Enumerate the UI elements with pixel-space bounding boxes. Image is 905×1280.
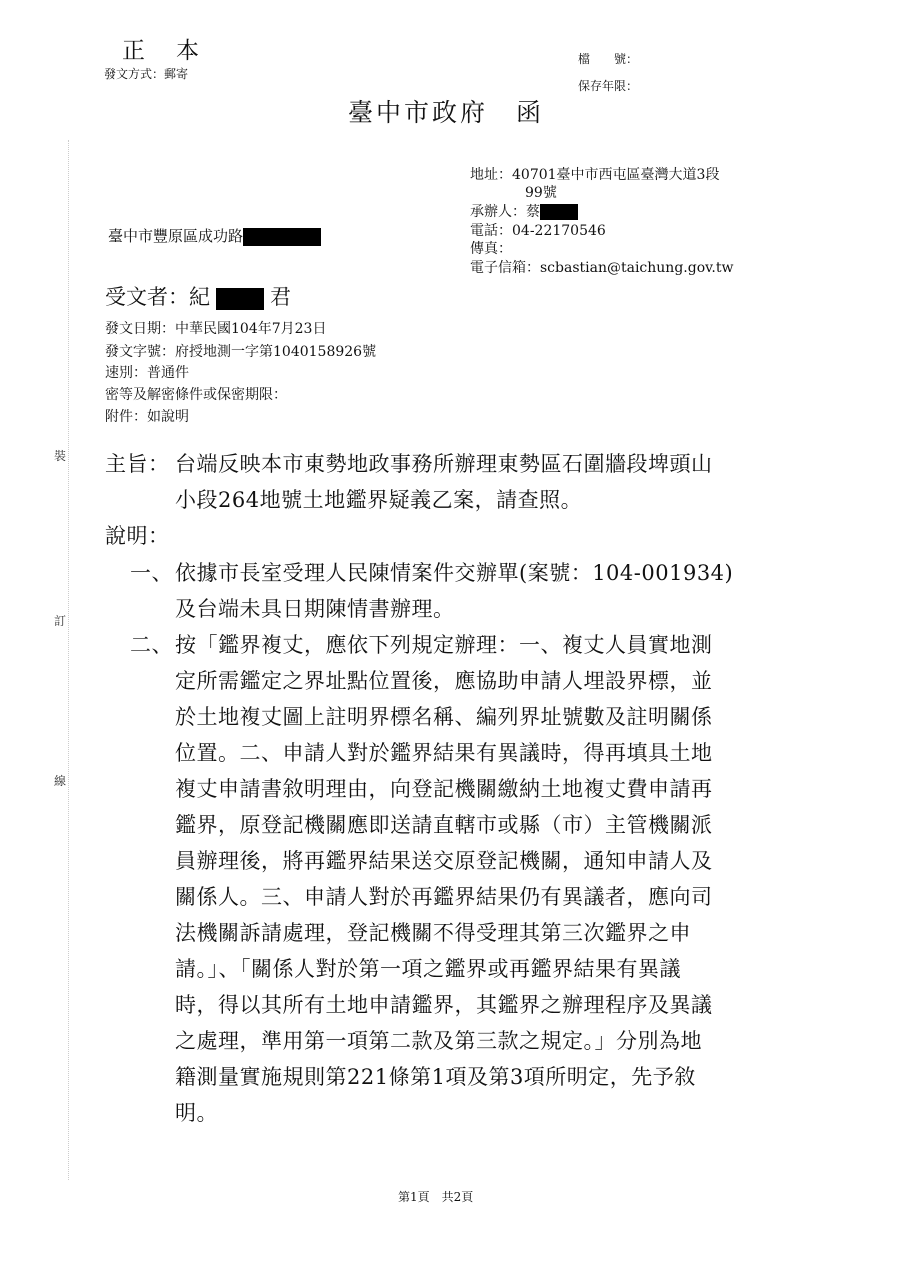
issue-date: 發文日期：中華民國104年7月23日 (105, 321, 327, 337)
binding-mark-zhuang: 裝 (54, 449, 67, 463)
item-number: 二、 (130, 633, 173, 657)
binding-line (68, 140, 69, 1180)
item2-line: 員辦理後，將再鑑界結果送交原登記機關，通知申請人及 (175, 849, 713, 873)
redaction-bar (243, 228, 321, 246)
secrecy-level: 密等及解密條件或保密期限： (105, 387, 287, 403)
item1-line: 依據市長室受理人民陳情案件交辦單(案號：104-001934) (175, 561, 734, 585)
page-number: 第1頁 共2頁 (398, 1190, 474, 1204)
sender-address: 地址：40701臺中市西屯區臺灣大道3段 (470, 167, 720, 183)
redaction-bar (540, 204, 578, 220)
contact-person-label: 承辦人：蔡 (470, 204, 540, 220)
item2-line: 定所需鑑定之界址點位置後，應協助申請人埋設界標，並 (175, 669, 713, 693)
binding-mark-xian: 線 (54, 774, 67, 788)
document-title: 臺中市政府 函 (348, 98, 545, 127)
item2-line: 法機關訴請處理，登記機關不得受理其第三次鑑界之申 (175, 921, 691, 945)
item2-line: 關係人。三、申請人對於再鑑界結果仍有異議者，應向司 (175, 885, 713, 909)
item2-line: 於土地複丈圖上註明界標名稱、編列界址號數及註明關係 (175, 705, 713, 729)
subject-line: 小段264地號土地鑑界疑義乙案，請查照。 (175, 488, 583, 512)
phone: 電話：04-22170546 (470, 223, 606, 239)
attachment: 附件：如說明 (105, 409, 189, 425)
item-number: 一、 (130, 561, 173, 585)
item1-line: 及台端未具日期陳情書辦理。 (175, 597, 455, 621)
explanation-label: 說明： (105, 524, 170, 548)
subject-line: 台端反映本市東勢地政事務所辦理東勢區石圍牆段埤頭山 (175, 452, 713, 476)
sender-address-line2: 99號 (525, 185, 557, 201)
delivery-speed: 速別：普通件 (105, 365, 189, 381)
file-number-label: 檔 號： (578, 52, 639, 66)
item2-line: 複丈申請書敘明理由，向登記機關繳納土地複丈費申請再 (175, 777, 713, 801)
binding-mark-ding: 訂 (54, 614, 67, 628)
item2-line: 按「鑑界複丈，應依下列規定辦理：一、複丈人員實地測 (175, 633, 713, 657)
email: 電子信箱：scbastian@taichung.gov.tw (470, 260, 734, 276)
retention-period-label: 保存年限： (578, 79, 639, 93)
contact-person (470, 201, 578, 221)
copy-type: 正 本 (122, 38, 203, 64)
document-number: 發文字號：府授地測一字第1040158926號 (105, 344, 377, 360)
item2-line: 時，得以其所有土地申請鑑界，其鑑界之辦理程序及異議 (175, 993, 713, 1017)
recipient-line (105, 281, 291, 311)
item2-line: 明。 (175, 1101, 218, 1125)
item2-line: 鑑界，原登記機關應即送請直轄市或縣（市）主管機關派 (175, 813, 713, 837)
item2-line: 之處理，準用第一項第二款及第三款之規定。」分別為地 (175, 1029, 702, 1053)
recipient-prefix: 受文者：紀 (105, 285, 210, 309)
send-method: 發文方式：郵寄 (104, 67, 189, 81)
subject-label: 主旨： (105, 452, 170, 476)
recipient-address (108, 225, 321, 246)
item2-line: 籍測量實施規則第221條第1項及第3項所明定，先予敘 (175, 1065, 696, 1089)
item2-line: 請。」、「關係人對於第一項之鑑界或再鑑界結果有異議 (175, 957, 681, 981)
fax: 傳真： (470, 241, 512, 257)
item2-line: 位置。二、申請人對於鑑界結果有異議時，得再填具土地 (175, 741, 713, 765)
recipient-address-text: 臺中市豐原區成功路 (108, 227, 244, 245)
redaction-bar (216, 288, 264, 310)
recipient-suffix: 君 (270, 285, 291, 309)
